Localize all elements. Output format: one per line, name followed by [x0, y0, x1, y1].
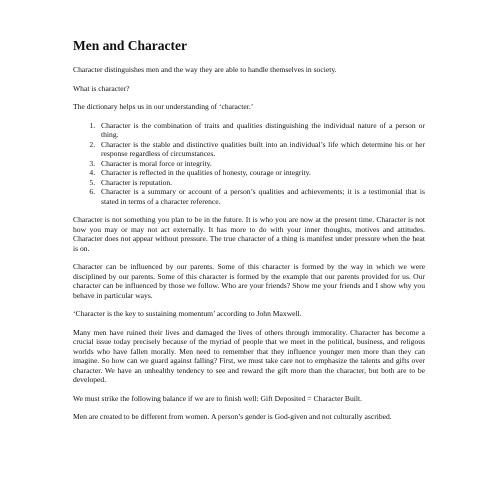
- definition-item: 5. Character is reputation.: [97, 178, 425, 188]
- quote-paragraph: ‘Character is the key to sustaining momentum’ according to John Maxwell.: [73, 309, 302, 318]
- definition-item: 3. Character is moral force or integrity.: [97, 159, 425, 169]
- definition-item: 6. Character is a summary or account of a person’s qualities and achievements; it is a testimonial that is stated in terms of a character reference.: [97, 187, 425, 206]
- definition-item: 1. Character is the combination of traits and qualities distinguishing the individual nature of a person or thing.: [97, 121, 425, 140]
- body-paragraph: Character is not something you plan to be in the future. It is who you are now at the present time. Character is not how you may or may not act externally. It has more to do with your inner thoughts, motives and attitudes. Character does not appear without pressure. The true character of a thing is manifest under pressure when the heat is on.: [73, 215, 425, 253]
- body-paragraph: Character can be influenced by our parents. Some of this character is formed by the way in which we were disciplined by our parents. Some of this character is formed by the example that our parents provided for us. Our character can be influenced by those we follow. Who are your friends? Show me your friends and I show why you behave in particular ways.: [73, 262, 425, 300]
- body-paragraph: Men are created to be different from women. A person’s gender is God-given and not culturally ascribed.: [73, 412, 392, 421]
- document-title: Men and Character: [73, 38, 187, 53]
- document-page: [73, 38, 425, 431]
- question-paragraph: What is character?: [73, 83, 130, 93]
- body-paragraph: We must strike the following balance if we are to finish well: Gift Deposited = Character Built.: [73, 393, 362, 403]
- dictionary-lead-paragraph: The dictionary helps us in our understanding of ‘character.’: [73, 102, 254, 111]
- intro-paragraph: Character distinguishes men and the way they are able to handle themselves in society.: [73, 65, 337, 74]
- definitions-list: [73, 121, 425, 207]
- definition-item: 4. Character is reflected in the qualities of honesty, courage or integrity.: [97, 168, 425, 178]
- definition-item: 2. Character is the stable and distinctive qualities built into an individual’s life which determine his or her response regardless of circumstances.: [97, 140, 425, 159]
- body-paragraph: Many men have ruined their lives and damaged the lives of others through immorality. Character has become a crucial issue today precisely because of the myriad of people that we meet in the political, business, and religous worlds who have fallen morally. Men need to remember that they influence younger men more than they can imagine. So how can we guard against falling? First, we must take care not to emphasize the talents and gifts over character. We have an unhealthy tendency to see and reward the gift more than the character, but both are to be developed.: [73, 327, 425, 384]
